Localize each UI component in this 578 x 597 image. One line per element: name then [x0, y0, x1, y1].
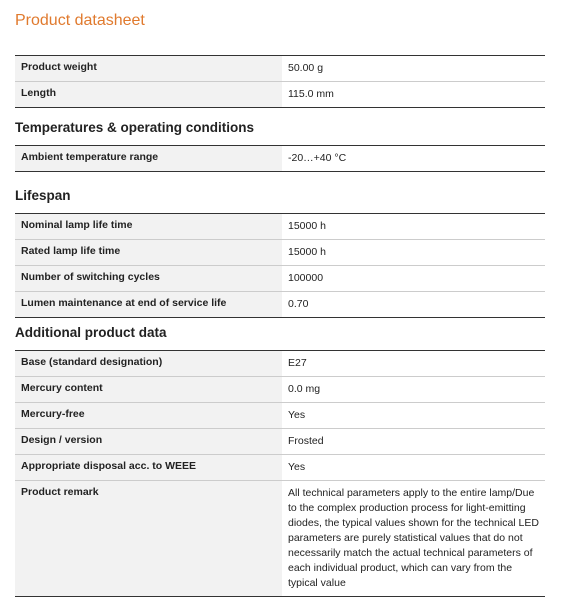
table-row — [15, 265, 545, 291]
section-heading-lifespan: Lifespan — [15, 188, 71, 203]
lifespan-table — [15, 213, 545, 318]
row-label: Nominal lamp life time — [15, 214, 282, 239]
table-row — [15, 428, 545, 454]
table-row — [15, 402, 545, 428]
row-label: Length — [15, 82, 282, 107]
row-label: Product weight — [15, 56, 282, 81]
section-heading-additional: Additional product data — [15, 325, 167, 340]
row-label: Mercury content — [15, 377, 282, 402]
row-label: Appropriate disposal acc. to WEEE — [15, 455, 282, 480]
row-label: Product remark — [15, 481, 282, 596]
row-label: Number of switching cycles — [15, 266, 282, 291]
product-remark-text: All technical parameters apply to the entire lamp/Due to the complex production process for light-emitting diodes, the typical values shown for the technical LED parameters are purely statistical values that do not necessarily match the actual technical parameters of each individual product, which can vary from the typical value — [288, 487, 539, 589]
row-value: -20…+40 °C — [288, 152, 347, 164]
table-row — [15, 480, 545, 596]
page-title: Product datasheet — [15, 12, 145, 29]
general-table — [15, 55, 545, 108]
table-row — [15, 291, 545, 317]
section-heading-temperatures: Temperatures & operating conditions — [15, 120, 255, 135]
temperatures-table — [15, 145, 545, 172]
table-row — [15, 239, 545, 265]
table-row — [15, 56, 545, 81]
row-value: Yes — [288, 461, 306, 473]
row-value: Yes — [288, 409, 306, 421]
row-value: 15000 h — [288, 246, 326, 258]
table-row — [15, 214, 545, 239]
row-value: Frosted — [288, 435, 324, 447]
table-row — [15, 454, 545, 480]
table-row — [15, 351, 545, 376]
row-value: 100000 — [288, 272, 324, 284]
row-label: Base (standard designation) — [15, 351, 282, 376]
row-value: 0.0 mg — [288, 383, 321, 395]
row-label: Design / version — [15, 429, 282, 454]
table-row — [15, 81, 545, 107]
row-value: 15000 h — [288, 220, 326, 232]
row-label: Mercury-free — [15, 403, 282, 428]
row-value: E27 — [288, 357, 307, 369]
table-row — [15, 146, 545, 171]
row-label: Rated lamp life time — [15, 240, 282, 265]
row-label: Lumen maintenance at end of service life — [15, 292, 282, 317]
row-value: 50.00 g — [288, 62, 324, 74]
row-value: 0.70 — [288, 298, 309, 310]
row-value: 115.0 mm — [288, 88, 334, 100]
row-label: Ambient temperature range — [15, 146, 282, 171]
table-row — [15, 376, 545, 402]
additional-table — [15, 350, 545, 597]
